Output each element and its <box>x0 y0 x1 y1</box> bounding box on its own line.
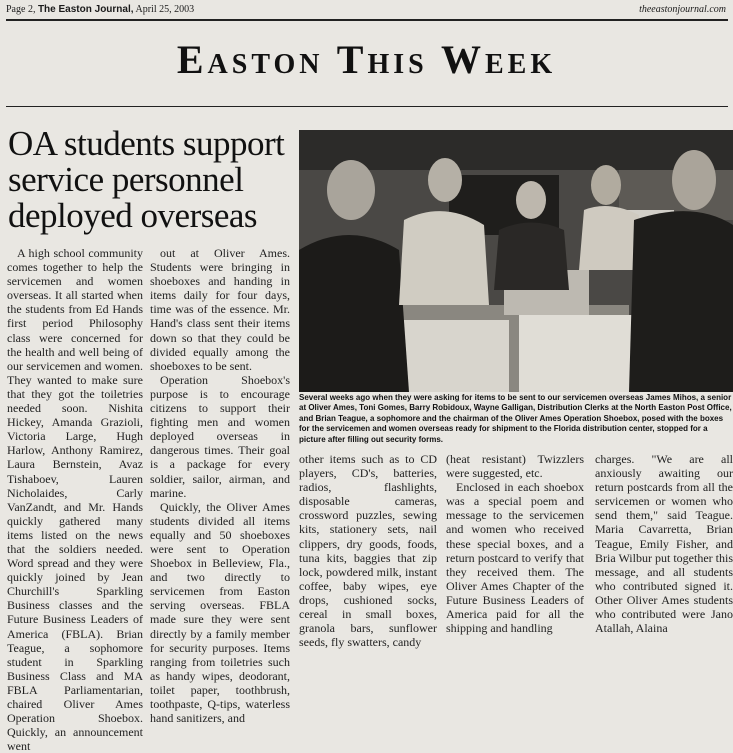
article-column-4 <box>446 452 584 636</box>
paragraph: (heat resistant) Twizzlers were suggested, etc. <box>446 452 584 481</box>
page-number: Page 2, <box>6 4 36 15</box>
paragraph: charges. "We are all anxiously awaiting our return postcards from all the servicemen or women who send them," said Teague. Maria Cavarretta, Brian Teague, Emily Fisher, and Bria Wilbur put together this message, and all students who contributed signed it. Other Oliver Ames students who contributed were Jano Atallah, Alaina <box>595 452 733 636</box>
header-rule <box>6 19 728 21</box>
paragraph: Operation Shoebox's purpose is to encourage citizens to support their fighting men and women deployed overseas in dangerous times. Their goal is a package for every soldier, sailor, airman, and marine. <box>150 372 290 500</box>
article-column-2 <box>150 246 290 726</box>
photo-caption: Several weeks ago when they were asking for items to be sent to our servicemen overseas James Mihos, a senior at Oliver Ames, Toni Gomes, Barry Robidoux, Wayne Galligan, Distribution Clerks at the North Easton Post Office, and Brian Teague, a sophomore and the chairman of the Oliver Ames Operation Shoebox, posed with the boxes for the servicemen and women overseas ready for shipment to the Florida distribution center, stopped for a picture after filling out security forms. <box>299 393 732 444</box>
photo-illustration <box>299 130 733 392</box>
paragraph: other items such as to CD players, CD's, batteries, radios, flashlights, disposable cameras, crossword puzzles, sewing kits, stationery sets, nail clippers, dry goods, foods, tuna kits, baggies that zip lock, powdered milk, instant coffee, baby wipes, eye drops, cushioned socks, cereal in small boxes, granola bars, sunflower seeds, fly swatters, candy <box>299 452 437 650</box>
section-rule <box>6 106 728 107</box>
article-column-1 <box>7 246 143 753</box>
section-title: Easton This Week <box>176 37 557 82</box>
paragraph: out at Oliver Ames. Students were bringing in shoeboxes and handing in items daily for four days, time was of the essence. Mr. Hand's class sent their items down so that they could be divided equally among the shoeboxes to be sent. <box>150 246 290 373</box>
issue-date: April 25, 2003 <box>135 4 195 15</box>
paragraph: Enclosed in each shoebox was a special poem and message to the servicemen and women who received these special boxes, and a return postcard to verify that they received them. The Oliver Ames Chapter of the Future Business Leaders of America paid for all the shipping and handling <box>446 480 584 636</box>
article-headline: OA students support service personnel deployed overseas <box>8 124 285 235</box>
article-column-3 <box>299 452 437 650</box>
paragraph: Quickly, the Oliver Ames students divided all items equally and 50 shoeboxes were sent to Operation Shoebox in Belleview, Fla., and two directly to servicemen from Easton serving overseas. FBLA made sure they were sent directly by a family member for security purposes. Items ranging from toiletries such as handy wipes, deodorant, toilet paper, toothbrush, toothpaste, Q-tips, waterless hand sanitizers, and <box>150 499 290 726</box>
paragraph: A high school community comes together to help the servicemen and women overseas. It all started when the students from Ed Hands first period Philosophy class were concerned for the health and well being of our servicemen and women. They wanted to make sure that they got the toiletries needed soon. Nishita Hickey, Amanda Grazioli, Victoria Large, Hugh Harlow, Anthony Ramirez, Laura Bernstein, Avaz Tishaboev, Lauren Nicholaides, Carly VanZandt, and Mr. Hands quickly gathered many items listed on the news that the soldiers needed. Word spread and they were quickly joined by Jean Churchill's Sparkling Business classes and the Future Business Leaders of America (FBLA). Brian Teague, a sophomore student in Sparkling Business Class and MA FBLA Parliamentarian, chaired Oliver Ames Operation Shoebox. Quickly, an announcement went <box>7 246 143 753</box>
article-column-5 <box>595 452 733 636</box>
page-header <box>6 3 728 17</box>
article-photo <box>299 130 733 392</box>
website-url[interactable]: theeastonjournal.com <box>639 4 726 15</box>
header-left <box>6 3 194 17</box>
newspaper-name: The Easton Journal, <box>37 4 134 15</box>
